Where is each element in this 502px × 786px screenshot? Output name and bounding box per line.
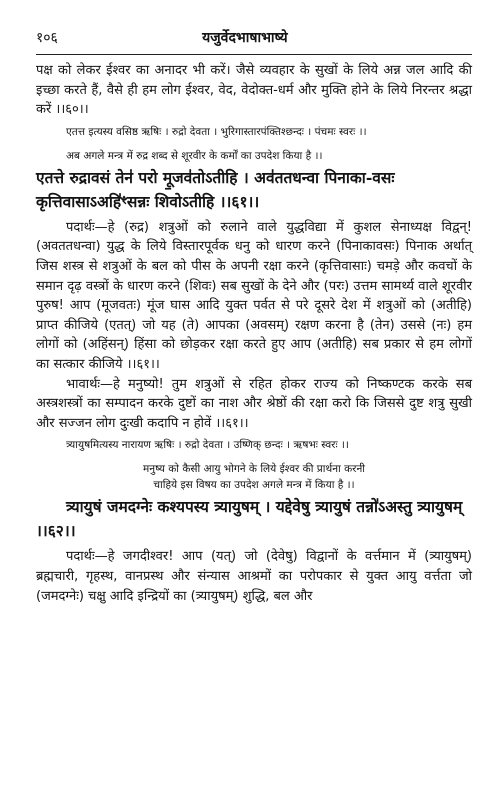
padartha-61: पदार्थः—हे (रुद्र) शत्रुओं को रुलाने वाले युद्धविद्या में कुशल सेनाध्यक्ष विद्वन्! (अवततधन्वा) युद्ध के लिये विस्तारपूर्वक धनु को धारण करने (पिनाकावसः) पिनाक अर्थात् जिस शस्त्र से शत्रुओं के बल को पीस के अपनी रक्षा करने (कृत्तिवासाः) चमड़े और कवचों के समान दृढ़ वस्त्रों के धारण करने (शिवः) सब सुखों के देने और (परः) उत्तम सामर्थ्य वाले शूरवीर पुरुष! आप (मूजवतः) मूंज घास आदि युक्त पर्वत से परे दूसरे देश में शत्रुओं को (अतीहि) प्राप्त कीजिये (एतत्) जो यह (ते) आपका (अवसम्) रक्षण करना है (तेन) उससे (नः) हम लोगों को (अहिंसन्) हिंसा को छोड़कर रक्षा करते हुए आप (अतीहि) सब प्रकार से हम लोगों का सत्कार कीजिये ।।६१।। <box>36 219 472 372</box>
topic-intro-61: अब अगले मन्त्र में रुद्र शब्द से शूरवीर के कर्मों का उपदेश किया है ।। <box>66 149 323 162</box>
page-number: १०६ <box>36 30 58 46</box>
mantra-61: एतत्ते रुद्रावसं तेन॑ परो मू॒जव॑तोऽतीहि । अव॑ततधन्वा पिनाका-वसः कृत्तिवासाऽअहि॑ꣳसन्नः शिवोऽतीहि ।।६१।। <box>36 167 395 211</box>
page-header <box>36 28 472 50</box>
running-title: यजुर्वेदभाषाभाष्ये <box>202 30 288 46</box>
intro-paragraph: पक्ष को लेकर ईश्वर का अनादर भी करें। जैसे व्यवहार के सुखों के लिये अन्न जल आदि की इच्छा करते हैं, वैसे ही हम लोग ईश्वर, वेद, वेदोक्त-धर्म और मुक्ति होने के लिये निरन्तर श्रद्धा करें ।।६०।। <box>36 63 472 118</box>
meta-line-60: एतत्त इत्यस्य वसिष्ठ ऋषिः । रुद्रो देवता । भुरिगास्तारपंक्तिश्छन्दः । पंचमः स्वरः ।। <box>66 125 367 138</box>
padartha-62: पदार्थः—हे जगदीश्वर! आप (यत्) जो (देवेषु) विद्वानों के वर्त्तमान में (त्र्यायुषम्) ब्रह्मचारी, गृहस्थ, वानप्रस्थ और संन्यास आश्रमों का परोपकार से युक्त आयु वर्त्तता जो (जमदग्नेः) चक्षु आदि इन्द्रियों का (त्र्यायुषम्) शुद्धि, बल और <box>36 549 472 604</box>
mantra-62: त्र्यायुषं जमदग्नेः कश्यपस्य त्र्यायुषम् । यद्देवेषु त्र्यायुषं तन्नो॑ऽअस्तु त्र्यायुषम् ।।६२।। <box>36 497 463 541</box>
topic-intro-62-line1: मनुष्य को कैसी आयु भोगने के लिये ईश्वर की प्रार्थना करनी <box>142 463 365 476</box>
bhavartha-61: भावार्थः—हे मनुष्यो! तुम शत्रुओं से रहित होकर राज्य को निष्कण्टक करके सब अस्त्रशस्त्रों का सम्पादन करके दुष्टों का नाश और श्रेष्ठों की रक्षा करो कि जिससे दुष्ट शत्रु सुखी और सज्जन लोग दुःखी कदापि न होवें ।।६१।। <box>36 376 472 431</box>
meta-line-62: त्र्यायुषमित्यस्य नारायण ऋषिः । रुद्रो देवता । उष्णिक् छन्दः । ऋषभः स्वरः ।। <box>66 439 349 452</box>
topic-intro-62-line2: चाहिये इस विषय का उपदेश अगले मन्त्र में किया है ।। <box>153 479 355 492</box>
header-rule <box>36 54 472 55</box>
